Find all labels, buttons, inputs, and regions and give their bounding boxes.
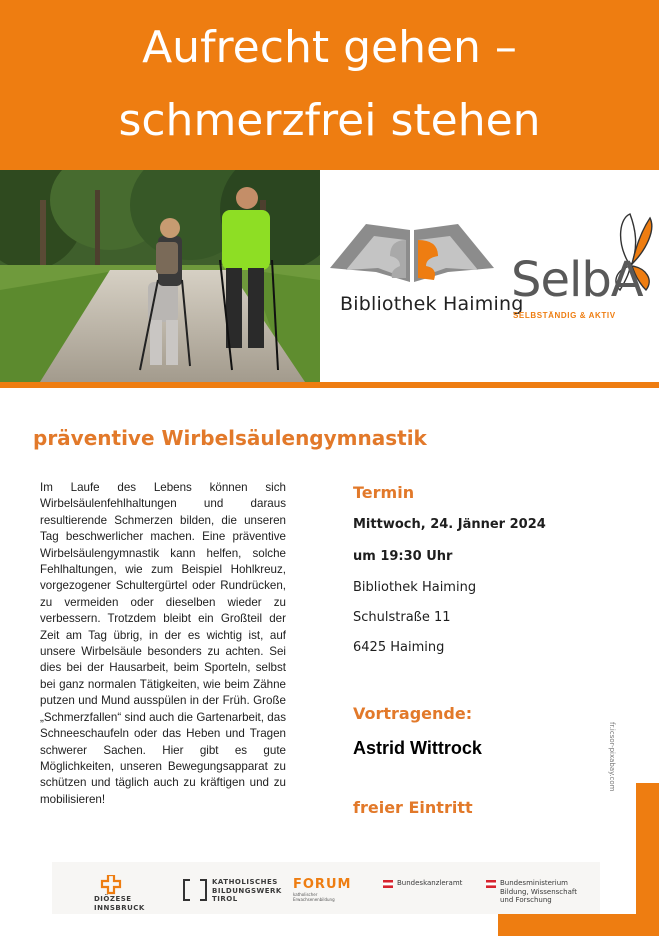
- sponsor-bmbwf-line1: Bundesministerium: [500, 879, 568, 887]
- sponsor-bmbwf-line2: Bildung, Wissenschaft: [500, 887, 577, 896]
- title-line-2: schmerzfrei stehen: [118, 95, 541, 146]
- sponsor-diocese-line1: DIÖZESE: [94, 895, 132, 903]
- austria-flag-icon: [486, 880, 496, 888]
- admission-text: freier Eintritt: [353, 798, 473, 817]
- sponsor-bmbwf-line3: und Forschung: [500, 896, 552, 904]
- bracket-icon: [182, 878, 208, 902]
- description-text: Im Laufe des Lebens können sich Wirbelsäulenfehlhaltungen und daraus resultierende Schmerzen bilden, die unseren Tag beschwerlicher machen. Eine präventive Wirbelsäulengymnastik kann helfen, solche Fehlhaltungen, wie zum Beispiel Hohlkreuz, vorgezogener Schultergürtel oder Rundrücken, zu vermeiden oder dieselben wieder zu verbessern. Trotzdem bleibt ein Großteil der Zeit am Tag übrig, in der es wichtig ist, auf unsere Wirbelsäule besonders zu achten. Sei dies bei der Hausarbeit, beim Sporteln, selbst bei ganz normalen Tätigkeiten, wie beim Zähne putzen und Mund ausspülen in der Früh. Große „Schmerzfallen“ sind auch die Gartenarbeit, das Schneeschaufeln oder das Heben und Tragen schwerer Sachen. Hier gibt es gute Möglichkeiten, unseren Bewegungsapparat zu schützen und täglich auch zu kräftigen und zu mobilisieren!: [40, 481, 286, 806]
- event-city: 6425 Haiming: [353, 640, 445, 655]
- sponsor-bka-label: Bundeskanzleramt: [397, 879, 463, 887]
- title-banner: [0, 0, 659, 170]
- speaker-name: Astrid Wittrock: [353, 738, 482, 758]
- termin-heading: Termin: [353, 483, 415, 502]
- photo-credit: fr.icsor-pixabay.com: [608, 722, 616, 792]
- speaker-heading: Vortragende:: [353, 704, 473, 723]
- diocese-cross-icon: [100, 875, 122, 895]
- selba-tagline: SELBSTÄNDIG & AKTIV: [513, 311, 616, 320]
- event-date: Mittwoch, 24. Jänner 2024: [353, 517, 546, 532]
- event-time: um 19:30 Uhr: [353, 549, 453, 564]
- title-line-1: Aufrecht gehen –: [142, 22, 517, 73]
- selba-wordmark: SelbA: [511, 252, 643, 308]
- forum-logo: FORUM: [293, 877, 352, 892]
- sponsor-kbw: [182, 878, 282, 904]
- sponsor-forum: [293, 877, 353, 902]
- sponsor-kbw-line2: BILDUNGSWERK: [212, 886, 282, 895]
- sponsor-diocese: [94, 875, 145, 912]
- corner-accent-horizontal: [498, 914, 659, 936]
- library-name: Bibliothek Haiming: [340, 293, 524, 315]
- event-subtitle: präventive Wirbelsäulengymnastik: [33, 426, 427, 450]
- sponsor-bka: [383, 879, 462, 888]
- sponsor-bmbwf: [486, 879, 577, 905]
- sponsor-kbw-line3: TIROL: [212, 895, 238, 903]
- event-venue: Bibliothek Haiming: [353, 580, 477, 595]
- divider: [0, 382, 659, 388]
- event-street: Schulstraße 11: [353, 610, 451, 625]
- sponsor-forum-sub: katholischer Erwachsenenbildung: [293, 892, 335, 902]
- nordic-walking-photo: [0, 170, 320, 382]
- austria-flag-icon: [383, 880, 393, 888]
- sponsor-diocese-line2: INNSBRUCK: [94, 903, 145, 912]
- sponsor-kbw-line1: KATHOLISCHES: [212, 878, 278, 886]
